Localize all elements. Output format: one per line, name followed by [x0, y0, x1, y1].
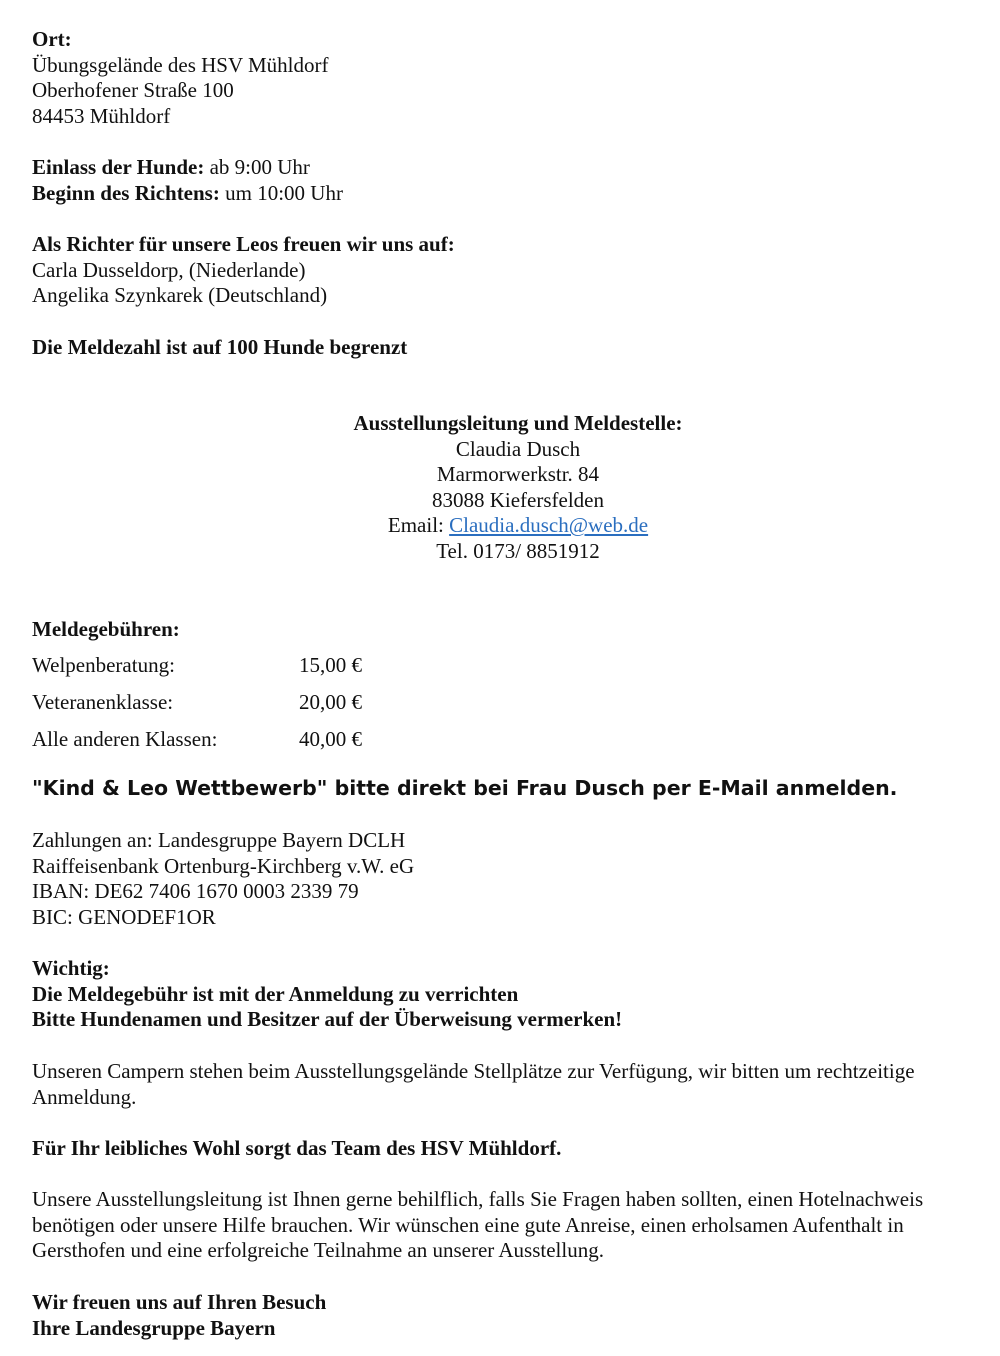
office-email-line [0, 513, 1000, 539]
office-heading: Ausstellungsleitung und Meldestelle: [353, 411, 683, 435]
office-section [0, 411, 1000, 565]
judge-1: Carla Dusseldorp, (Niederlande) [32, 257, 306, 282]
fee-row [32, 727, 362, 753]
judging-label: Beginn des Richtens: [32, 180, 220, 205]
fee-row [32, 653, 362, 679]
judges-section [32, 232, 982, 309]
fees-heading-block [32, 617, 982, 643]
important-line-2: Bitte Hundenamen und Besitzer auf der Überweisung vermerken! [32, 1007, 623, 1032]
closing-section [32, 1290, 982, 1341]
admission-label: Einlass der Hunde: [32, 155, 205, 179]
closing-line-1: Wir freuen uns auf Ihren Besuch [32, 1290, 327, 1314]
help-paragraph: Unsere Ausstellungsleitung ist Ihnen gerne behilflich, falls Sie Fragen haben sollten, einen Hotelnachweis benötigen oder unsere Hilfe brauchen. Wir wünschen eine gute Anreise, einen erholsamen Aufenthalt in Gersthofen und eine erfolgreiche Teilnahme an unserer Ausstellung. [32, 1187, 924, 1263]
payment-line-2: Raiffeisenbank Ortenburg-Kirchberg v.W. eG [32, 853, 415, 878]
fee-label: Welpenberatung: [32, 653, 175, 677]
judging-line [32, 181, 982, 207]
location-section [32, 27, 982, 129]
location-line-2: Oberhofener Straße 100 [32, 78, 234, 103]
fees-heading: Meldegebühren: [32, 617, 180, 641]
admission-value: ab 9:00 Uhr [204, 155, 310, 179]
payment-bic: BIC: GENODEF1OR [32, 904, 216, 929]
fee-amount: 40,00 € [299, 727, 362, 751]
office-name: Claudia Dusch [455, 436, 581, 461]
limit-section [32, 335, 982, 361]
fee-label: Veteranenklasse: [32, 690, 174, 714]
location-line-1: Übungsgelände des HSV Mühldorf [32, 52, 329, 77]
important-line-1: Die Meldegebühr ist mit der Anmeldung zu verrichten [32, 981, 519, 1006]
email-link[interactable]: Claudia.dusch@web.de [449, 513, 649, 538]
office-street: Marmorwerkstr. 84 [436, 462, 600, 487]
important-section [32, 956, 982, 1033]
email-label: Email: [387, 513, 450, 538]
fee-row [32, 690, 362, 716]
contest-note: "Kind & Leo Wettbewerb" bitte direkt bei Frau Dusch per E-Mail anmelden. [32, 776, 898, 800]
catering-line: Für Ihr leibliches Wohl sorgt das Team des HSV Mühldorf. [32, 1136, 562, 1160]
judge-2: Angelika Szynkarek (Deutschland) [32, 283, 328, 308]
payment-iban: IBAN: DE62 7406 1670 0003 2339 79 [32, 879, 359, 904]
fee-amount: 20,00 € [299, 690, 362, 714]
location-heading: Ort: [32, 27, 72, 51]
payment-line-1: Zahlungen an: Landesgruppe Bayern DCLH [32, 828, 406, 852]
office-city: 83088 Kiefersfelden [431, 487, 605, 512]
payment-section [32, 828, 982, 930]
admission-line [32, 155, 982, 181]
important-heading: Wichtig: [32, 956, 110, 980]
office-phone: Tel. 0173/ 8851912 [436, 538, 600, 563]
closing-line-2: Ihre Landesgruppe Bayern [32, 1315, 276, 1340]
entry-limit: Die Meldezahl ist auf 100 Hunde begrenzt [32, 335, 408, 359]
fee-amount: 15,00 € [299, 653, 362, 677]
judges-heading: Als Richter für unsere Leos freuen wir uns auf: [32, 232, 455, 256]
campers-paragraph: Unseren Campern stehen beim Ausstellungsgelände Stellplätze zur Verfügung, wir bitten um rechtzeitige Anmeldung. [32, 1059, 915, 1109]
fee-label: Alle anderen Klassen: [32, 727, 218, 751]
location-line-3: 84453 Mühldorf [32, 103, 171, 128]
times-section [32, 155, 982, 206]
catering-section [32, 1136, 982, 1162]
judging-value: um 10:00 Uhr [219, 180, 343, 205]
